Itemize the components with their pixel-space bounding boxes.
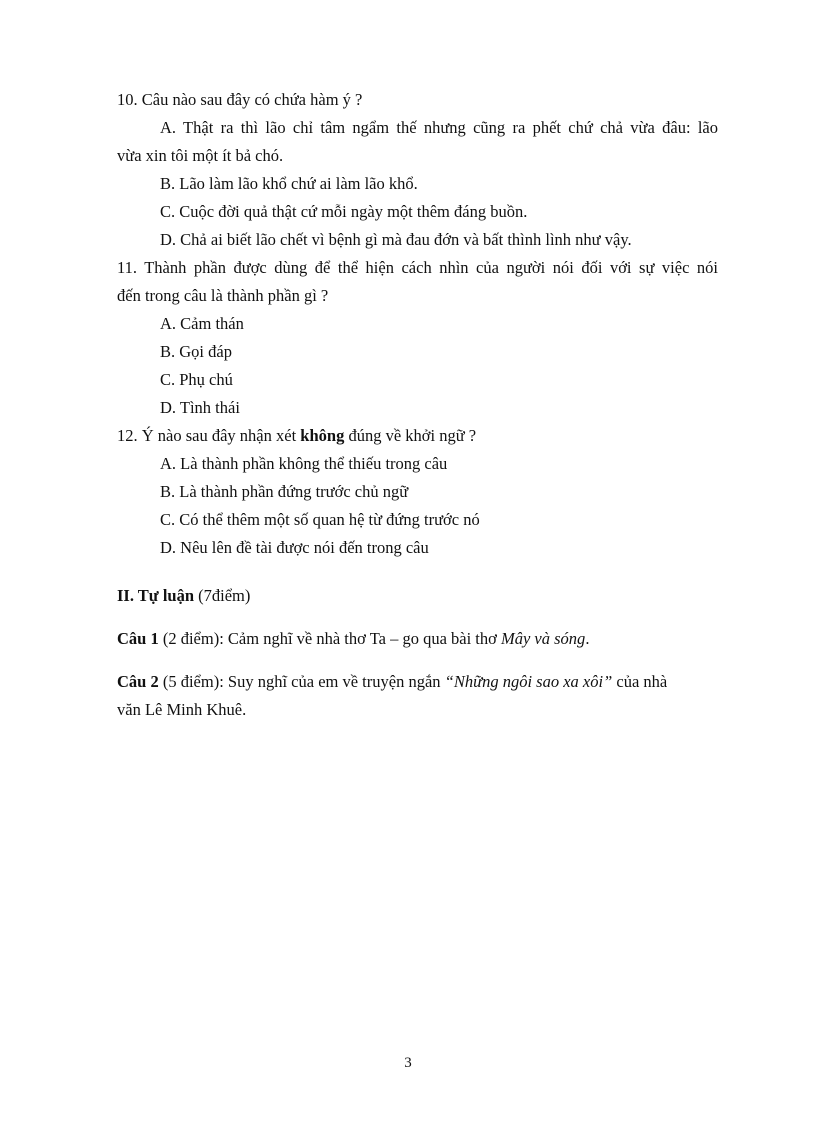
essay-question-1-end: . — [585, 629, 590, 648]
question-12-option-a: A. Là thành phần không thể thiếu trong câu — [160, 454, 448, 473]
question-10-option-d: D. Chả ai biết lão chết vì bệnh gì mà đau đớn và bất thình lình như vậy. — [160, 230, 632, 249]
section-2-heading — [117, 582, 718, 610]
essay-question-1-text: (2 điểm): Cảm nghĩ về nhà thơ Ta – go qua bài thơ — [158, 629, 501, 648]
essay-question-2-line1 — [117, 668, 718, 696]
question-11-stem-line2: đến trong câu là thành phần gì ? — [117, 286, 329, 305]
exam-page — [117, 86, 718, 724]
essay-question-2-line2: văn Lê Minh Khuê. — [117, 700, 247, 719]
question-10-option-c: C. Cuộc đời quả thật cứ mỗi ngày một thêm đáng buồn. — [160, 202, 528, 221]
essay-question-2-text: (5 điểm): Suy nghĩ của em về truyện ngắn — [158, 672, 445, 691]
spacer — [117, 653, 718, 668]
question-10-stem: 10. Câu nào sau đây có chứa hàm ý ? — [117, 90, 363, 109]
essay-question-2-end: của nhà — [612, 672, 668, 691]
question-10-option-a-line1: A. Thật ra thì lão chỉ tâm ngẩm thế nhưng cũng ra phết chứ chả vừa đâu: lão — [160, 118, 718, 137]
question-11-option-d: D. Tình thái — [160, 398, 240, 417]
question-11-option-a: A. Cảm thán — [160, 314, 244, 333]
question-12-option-b: B. Là thành phần đứng trước chủ ngữ — [160, 482, 409, 501]
question-12-option-c: C. Có thể thêm một số quan hệ từ đứng trước nó — [160, 510, 480, 529]
section-2-title: II. Tự luận — [117, 586, 195, 605]
essay-question-2-label: Câu 2 — [117, 672, 159, 691]
question-11-option-c: C. Phụ chú — [160, 370, 233, 389]
question-12-stem — [117, 422, 718, 450]
essay-question-1-label: Câu 1 — [117, 629, 159, 648]
section-2-points: (7điểm) — [194, 586, 251, 605]
question-12-stem-emphasis: không — [300, 426, 345, 445]
spacer — [117, 610, 718, 625]
essay-question-1-poem-title: Mây và sóng — [500, 629, 586, 648]
question-10-option-a-line2: vừa xin tôi một ít bả chó. — [117, 146, 284, 165]
spacer — [117, 562, 718, 582]
question-11-stem-line1: 11. Thành phần được dùng để thể hiện cách nhìn của người nói đối với sự việc nói — [117, 258, 718, 277]
essay-question-1 — [117, 625, 718, 653]
question-10-option-b: B. Lão làm lão khổ chứ ai làm lão khổ. — [160, 174, 418, 193]
page-number: 3 — [404, 1055, 412, 1071]
question-12-option-d: D. Nêu lên đề tài được nói đến trong câu — [160, 538, 429, 557]
question-11-option-b: B. Gọi đáp — [160, 342, 232, 361]
question-12-stem-end: đúng về khởi ngữ ? — [344, 426, 477, 445]
question-12-stem-start: 12. Ý nào sau đây nhận xét — [117, 426, 301, 445]
essay-question-2-story-title: “Những ngôi sao xa xôi” — [444, 672, 613, 691]
